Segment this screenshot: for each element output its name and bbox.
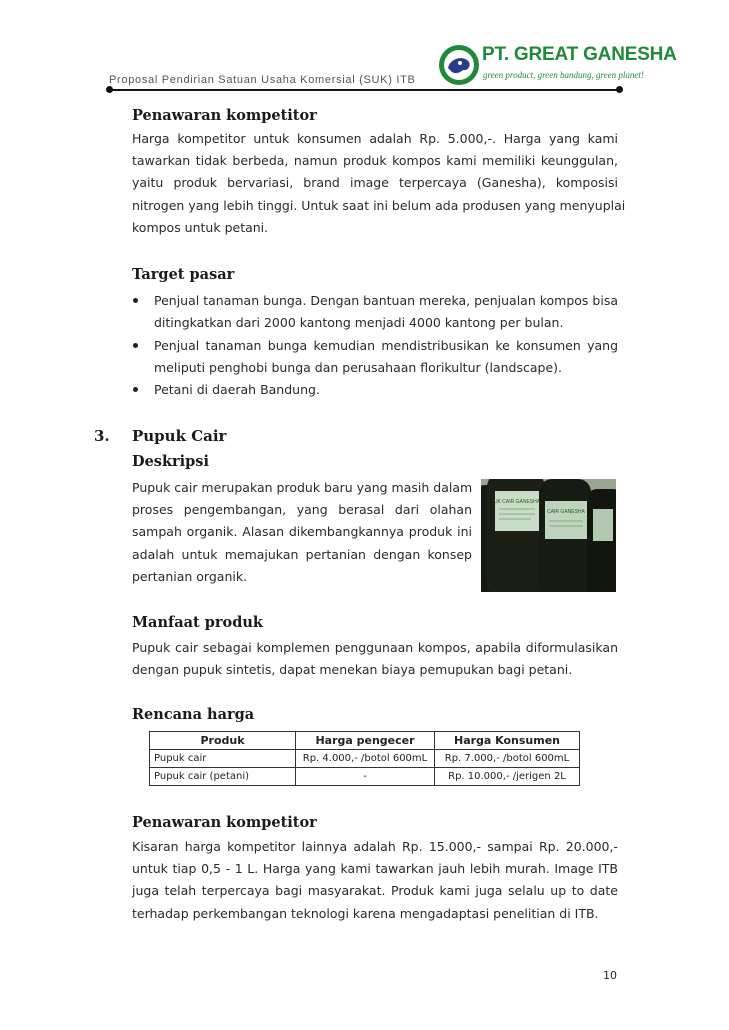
paragraph-line: proses pengembangan, yang berasal dari olahan [132,502,472,518]
table-cell: Rp. 7.000,- /botol 600mL [435,750,580,768]
ganesha-emblem-icon [436,42,482,88]
bullet-line: Penjual tanaman bunga. Dengan bantuan mereka, penjualan kompos bisa [154,293,618,308]
section-title-pupuk-cair: Pupuk Cair [132,427,227,445]
heading-deskripsi: Deskripsi [132,453,209,470]
paragraph-line: adalah untuk memajukan pertanian dengan konsep [132,546,472,562]
paragraph-line: terhadap perkembangan teknologi karena mengadaptasi penelitian di ITB. [132,905,599,921]
paragraph-line: untuk tiap 0,5 - 1 L. Harga yang kami tawarkan jauh lebih murah. Image ITB [132,861,618,877]
logo-tagline: green product, green bandung, green planet! [483,70,644,80]
bullet-dot [133,298,138,303]
paragraph-line: Pupuk cair sebagai komplemen penggunaan kompos, apabila diformulasikan [132,640,618,655]
header-rule [112,89,620,91]
column-header: Harga Konsumen [435,732,580,750]
svg-text:CAIR GANESHA: CAIR GANESHA [547,509,585,515]
header-rule-left-dot [106,86,113,93]
bullet-line: ditingkatkan dari 2000 kantong menjadi 4000 kantong per bulan. [154,315,564,331]
logo-company-name: PT. GREAT GANESHA [482,44,677,65]
paragraph-penawaran-kompetitor-2 [132,836,618,925]
bullet-line: Penjual tanaman bunga kemudian mendistribusikan ke konsumen yang [154,338,618,353]
table-row [150,768,580,786]
paragraph-deskripsi [132,477,472,588]
table-cell: Pupuk cair (petani) [150,768,296,786]
paragraph-line: nitrogen yang lebih tinggi. Untuk saat ini belum ada produsen yang menyuplai [132,197,626,213]
bullet-dot [133,343,138,348]
bottle-label-text: UK CAIR GANESHA [493,499,541,505]
paragraph-line: juga telah terpercaya bagi masyarakat. Produk kami juga selalu up to date [132,883,618,899]
heading-penawaran-kompetitor-2: Penawaran kompetitor [132,814,317,831]
product-photo-bottles [481,479,616,592]
paragraph-penawaran-kompetitor-1 [132,128,626,239]
heading-penawaran-kompetitor-1: Penawaran kompetitor [132,107,317,124]
page-number: 10 [603,969,617,982]
heading-manfaat-produk: Manfaat produk [132,614,263,631]
table-cell: Pupuk cair [150,750,296,768]
bullet-item-1 [154,290,618,334]
column-header: Harga pengecer [296,732,435,750]
paragraph-line: pertanian organik. [132,568,248,584]
table-cell: Rp. 10.000,- /jerigen 2L [435,768,580,786]
bullet-item-3 [154,379,618,401]
table-cell: - [296,768,435,786]
table-row [150,750,580,768]
heading-target-pasar: Target pasar [132,266,235,283]
column-header: Produk [150,732,296,750]
table-cell: Rp. 4.000,- /botol 600mL [296,750,435,768]
paragraph-line: kompos untuk petani. [132,219,269,235]
bullet-line: Petani di daerah Bandung. [154,382,320,397]
bullet-line: meliputi penghobi bunga dan perusahaan florikultur (landscape). [154,360,562,376]
paragraph-line: dengan pupuk sintetis, dapat menekan biaya pemupukan bagi petani. [132,662,573,678]
price-table [149,731,580,786]
bullet-dot [133,387,138,392]
paragraph-line: Pupuk cair merupakan produk baru yang masih dalam [132,480,473,495]
paragraph-line: yaitu produk bervariasi, brand image terpercaya (Ganesha), komposisi [132,175,618,191]
paragraph-line: Harga kompetitor untuk konsumen adalah Rp. 5.000,-. Harga yang kami [132,131,618,146]
table-header-row [150,732,580,750]
bullet-item-2 [154,335,618,379]
paragraph-line: sampah organik. Alasan dikembangkannya produk ini [132,524,472,540]
paragraph-line: tawarkan tidak berbeda, namun produk kompos kami memiliki keunggulan, [132,153,618,169]
paragraph-line: Kisaran harga kompetitor lainnya adalah Rp. 15.000,- sampai Rp. 20.000,- [132,839,618,854]
running-header-title: Proposal Pendirian Satuan Usaha Komersial (SUK) ITB [109,74,416,86]
section-number: 3. [94,427,110,445]
paragraph-manfaat-produk [132,637,618,681]
heading-rencana-harga: Rencana harga [132,706,255,723]
bottles-image [481,479,616,592]
